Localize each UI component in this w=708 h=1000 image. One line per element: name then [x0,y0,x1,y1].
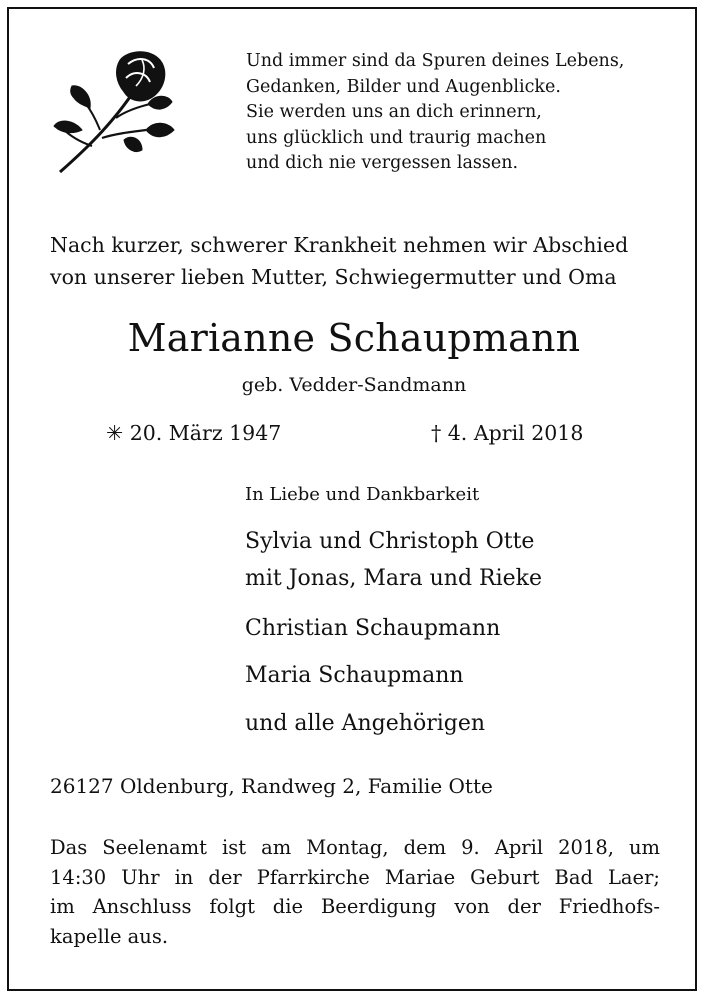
service-line: Das Seelenamt ist am Montag, dem 9. April 2018, um [50,836,660,859]
family-member: Christian Schaupmann [245,616,501,641]
intro-text [50,229,628,293]
service-info [50,833,660,951]
maiden-name: geb. Vedder-Sandmann [241,374,467,396]
birth-date: ✳ 20. März 1947 [106,421,282,445]
family-member: Sylvia und Christoph Otte [245,529,535,554]
poem-line: und dich nie vergessen lassen. [246,153,519,173]
service-line: im Anschluss folgt die Beerdigung von der Friedhofs- [50,895,660,918]
poem-line: Und immer sind da Spuren deines Lebens, [246,51,625,71]
family-member: mit Jonas, Mara und Rieke [245,566,543,591]
address: 26127 Oldenburg, Randweg 2, Familie Otte [50,774,493,798]
death-date: † 4. April 2018 [431,421,584,445]
service-line: kapelle aus. [50,924,169,948]
poem [246,49,624,177]
poem-line: Gedanken, Bilder und Augenblicke. [246,76,561,97]
intro-line: von unserer lieben Mutter, Schwiegermutter und Oma [50,265,617,289]
intro-line: Nach kurzer, schwerer Krankheit nehmen wir Abschied [50,233,629,257]
poem-line: Sie werden uns an dich erinnern, [246,102,542,122]
rose-icon [50,46,176,176]
family-member: Maria Schaupmann [245,663,464,688]
deceased-name: Marianne Schaupmann [127,316,581,360]
family-member: und alle Angehörigen [245,711,486,736]
service-line: 14:30 Uhr in der Pfarrkirche Mariae Geburt Bad Laer; [50,865,660,889]
dedication: In Liebe und Dankbarkeit [245,484,480,505]
poem-line: uns glücklich und traurig machen [246,127,547,148]
